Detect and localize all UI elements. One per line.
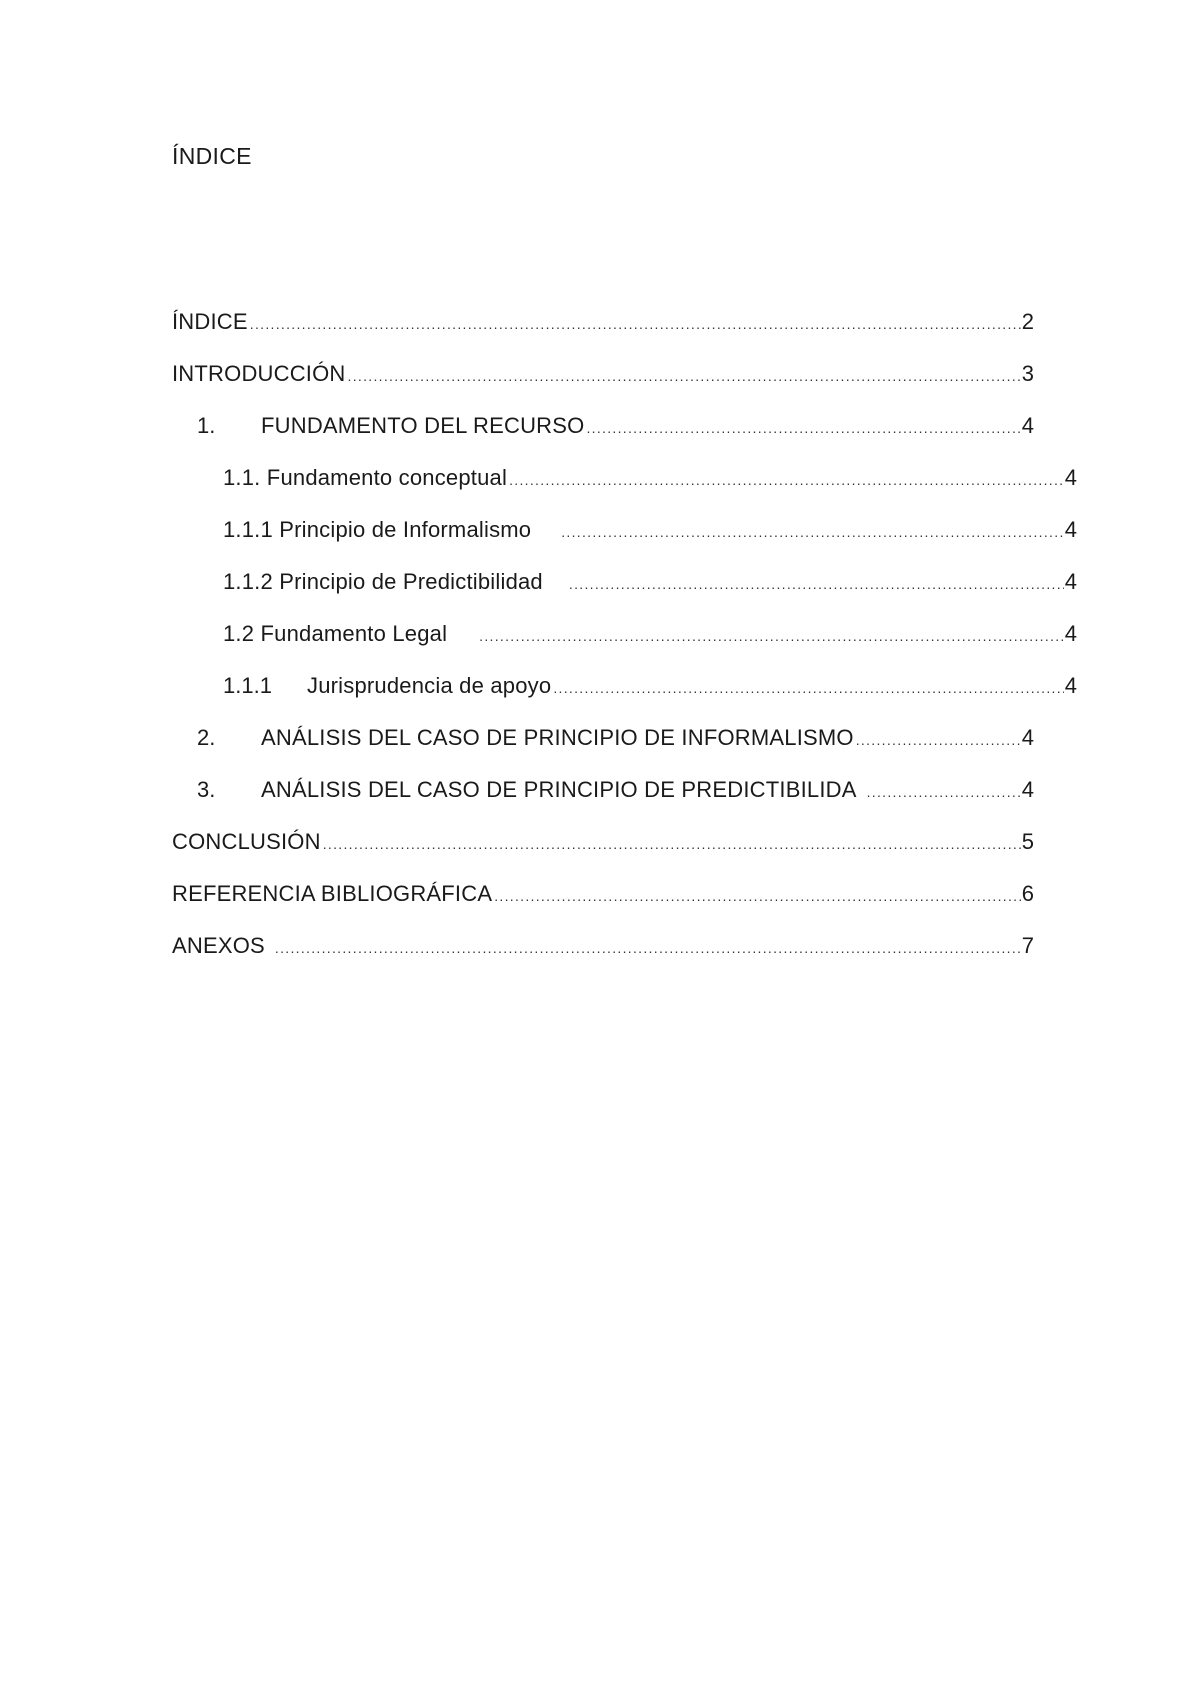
toc-page-number: 3: [1021, 361, 1034, 386]
toc-dot-leader: [867, 777, 1021, 805]
toc-entry-number: 1.: [197, 413, 216, 438]
toc-dot-leader: [323, 829, 1021, 857]
toc-page-number: 6: [1021, 881, 1034, 906]
toc-page-number: 4: [1021, 725, 1034, 750]
toc-entry-text: REFERENCIA BIBLIOGRÁFICA: [172, 881, 493, 906]
toc-entry-number: 3.: [197, 777, 216, 802]
toc-page-number: 4: [1021, 413, 1034, 438]
toc-page-number: 4: [1021, 777, 1034, 802]
toc-entry-introduccion[interactable]: [172, 359, 1034, 389]
toc-entry-text: 1.1.1 Principio de Informalismo: [223, 517, 532, 542]
toc-dot-leader: [348, 361, 1021, 389]
toc-page-number: 4: [1064, 569, 1077, 594]
toc-entry-principio-de-predictibilidad[interactable]: [223, 567, 1077, 597]
toc-entry-fundamento-conceptual[interactable]: [223, 463, 1077, 493]
toc-entry-analisis-informalismo[interactable]: [197, 723, 1034, 753]
toc-page-number: 4: [1064, 517, 1077, 542]
toc-entry-text: 1.1. Fundamento conceptual: [223, 465, 508, 490]
toc-dot-leader: [553, 673, 1063, 701]
document-title: ÍNDICE: [172, 143, 252, 169]
toc-entry-conclusion[interactable]: [172, 827, 1034, 857]
toc-page-number: 4: [1064, 465, 1077, 490]
toc-entry-text: ANEXOS: [172, 933, 265, 958]
toc-page-number: 5: [1021, 829, 1034, 854]
toc-entry-fundamento-del-recurso[interactable]: [197, 411, 1034, 441]
toc-entry-fundamento-legal[interactable]: [223, 619, 1077, 649]
toc-dot-leader: [275, 933, 1021, 961]
toc-dot-leader: [479, 621, 1064, 649]
toc-entry-number: 2.: [197, 725, 216, 750]
toc-entry-number: 1.1.1: [223, 673, 272, 698]
toc-entry-text: ANÁLISIS DEL CASO DE PRINCIPIO DE PREDICTIBILIDA: [261, 777, 857, 802]
toc-page-number: 4: [1064, 673, 1077, 698]
toc-entry-principio-de-informalismo[interactable]: [223, 515, 1077, 545]
toc-dot-leader: [856, 725, 1021, 753]
toc-entry-analisis-predictibilidad[interactable]: [197, 775, 1034, 805]
toc-entry-text: 1.2 Fundamento Legal: [223, 621, 448, 646]
toc-dot-leader: [561, 517, 1064, 545]
toc-page-number: 4: [1064, 621, 1077, 646]
toc-dot-leader: [494, 881, 1021, 909]
toc-entry-referencia-bibliografica[interactable]: [172, 879, 1034, 909]
toc-dot-leader: [509, 465, 1064, 493]
toc-entry-jurisprudencia-de-apoyo[interactable]: [223, 671, 1077, 701]
toc-entry-text: Jurisprudencia de apoyo: [307, 673, 552, 698]
toc-dot-leader: [250, 309, 1021, 337]
toc-dot-leader: [586, 413, 1020, 441]
toc-entry-indice[interactable]: [172, 307, 1034, 337]
toc-entry-text: INTRODUCCIÓN: [172, 361, 346, 386]
toc-entry-text: FUNDAMENTO DEL RECURSO: [261, 413, 585, 438]
toc-entry-text: CONCLUSIÓN: [172, 829, 321, 854]
toc-entry-text: 1.1.2 Principio de Predictibilidad: [223, 569, 543, 594]
toc-entry-anexos[interactable]: [172, 931, 1034, 961]
toc-dot-leader: [569, 569, 1064, 597]
toc-page-number: 2: [1021, 309, 1034, 334]
toc-entry-text: ÍNDICE: [172, 309, 248, 334]
toc-page-number: 7: [1021, 933, 1034, 958]
toc-entry-text: ANÁLISIS DEL CASO DE PRINCIPIO DE INFORMALISMO: [261, 725, 854, 750]
